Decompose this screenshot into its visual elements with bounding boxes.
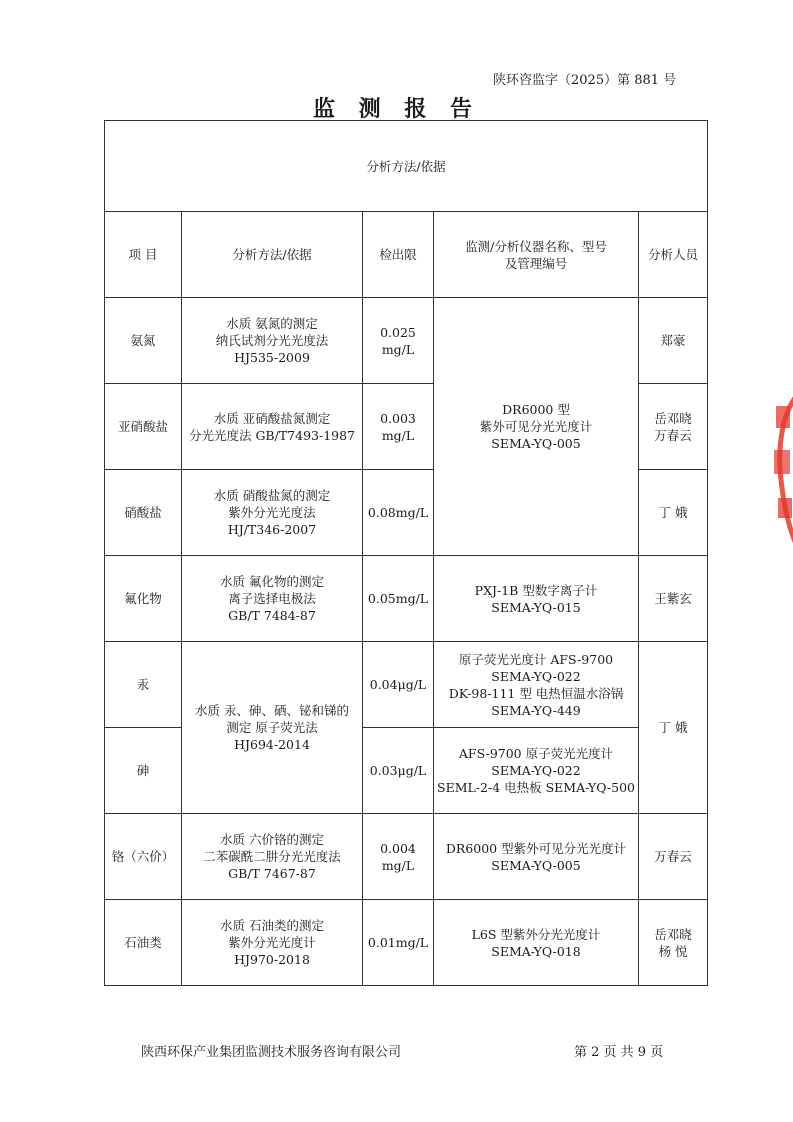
col-header-instrument: 监测/分析仪器名称、型号 及管理编号 bbox=[434, 212, 639, 298]
instrument-cell: PXJ-1B 型数字离子计 SEMA-YQ-015 bbox=[434, 556, 639, 642]
item-cell: 硝酸盐 bbox=[105, 470, 182, 556]
footer-company: 陕西环保产业集团监测技术服务咨询有限公司 bbox=[141, 1045, 402, 1060]
analyst-cell: 王紫玄 bbox=[639, 556, 708, 642]
table-header-row bbox=[105, 212, 708, 298]
analyst-cell: 万春云 bbox=[639, 814, 708, 900]
item-cell: 氟化物 bbox=[105, 556, 182, 642]
monitoring-method-table bbox=[104, 120, 708, 986]
page-title: 监 测 报 告 bbox=[313, 96, 480, 122]
method-cell: 水质 六价铬的测定 二苯碳酰二肼分光光度法 GB/T 7467-87 bbox=[182, 814, 363, 900]
analyst-cell: 丁 娥 bbox=[639, 470, 708, 556]
red-seal-stamp bbox=[762, 388, 793, 558]
limit-cell: 0.003 mg/L bbox=[363, 384, 434, 470]
instrument-cell: AFS-9700 原子荧光光度计 SEMA-YQ-022 SEML-2-4 电热板 SEMA-YQ-500 bbox=[434, 728, 639, 814]
method-cell: 水质 氨氮的测定 纳氏试剂分光光度法 HJ535-2009 bbox=[182, 298, 363, 384]
table-row bbox=[105, 298, 708, 384]
item-cell: 氨氮 bbox=[105, 298, 182, 384]
col-header-item: 项 目 bbox=[105, 212, 182, 298]
method-cell: 水质 石油类的测定 紫外分光光度计 HJ970-2018 bbox=[182, 900, 363, 986]
item-cell: 亚硝酸盐 bbox=[105, 384, 182, 470]
limit-cell: 0.04μg/L bbox=[363, 642, 434, 728]
item-cell: 石油类 bbox=[105, 900, 182, 986]
item-cell: 砷 bbox=[105, 728, 182, 814]
table-row bbox=[105, 900, 708, 986]
instrument-cell: 原子荧光光度计 AFS-9700 SEMA-YQ-022 DK-98-111 型 电热恒温水浴锅 SEMA-YQ-449 bbox=[434, 642, 639, 728]
table-row bbox=[105, 814, 708, 900]
limit-cell: 0.05mg/L bbox=[363, 556, 434, 642]
item-cell: 汞 bbox=[105, 642, 182, 728]
table-row bbox=[105, 556, 708, 642]
col-header-method: 分析方法/依据 bbox=[182, 212, 363, 298]
limit-cell: 0.01mg/L bbox=[363, 900, 434, 986]
method-cell: 水质 硝酸盐氮的测定 紫外分光光度法 HJ/T346-2007 bbox=[182, 470, 363, 556]
limit-cell: 0.025 mg/L bbox=[363, 298, 434, 384]
analyst-cell: 岳邓晓 杨 悦 bbox=[639, 900, 708, 986]
item-cell: 铬（六价） bbox=[105, 814, 182, 900]
analyst-cell: 郑豪 bbox=[639, 298, 708, 384]
instrument-cell: DR6000 型紫外可见分光光度计 SEMA-YQ-005 bbox=[434, 814, 639, 900]
col-header-analyst: 分析人员 bbox=[639, 212, 708, 298]
method-cell-hg-as: 水质 汞、砷、硒、铋和锑的 测定 原子荧光法 HJ694-2014 bbox=[182, 642, 363, 814]
footer-page-number: 第 2 页 共 9 页 bbox=[574, 1045, 664, 1060]
table-section-title: 分析方法/依据 bbox=[105, 121, 708, 212]
instrument-cell: L6S 型紫外分光光度计 SEMA-YQ-018 bbox=[434, 900, 639, 986]
analyst-cell: 岳邓晓 万春云 bbox=[639, 384, 708, 470]
document-number: 陕环咨监字（2025）第 881 号 bbox=[493, 73, 677, 88]
table-section-header-row bbox=[105, 121, 708, 212]
col-header-limit: 检出限 bbox=[363, 212, 434, 298]
limit-cell: 0.004 mg/L bbox=[363, 814, 434, 900]
limit-cell: 0.03μg/L bbox=[363, 728, 434, 814]
table-row bbox=[105, 642, 708, 728]
method-cell: 水质 亚硝酸盐氮测定 分光光度法 GB/T7493-1987 bbox=[182, 384, 363, 470]
method-cell: 水质 氟化物的测定 离子选择电极法 GB/T 7484-87 bbox=[182, 556, 363, 642]
instrument-cell-dr6000: DR6000 型 紫外可见分光光度计 SEMA-YQ-005 bbox=[434, 298, 639, 556]
limit-cell: 0.08mg/L bbox=[363, 470, 434, 556]
analyst-cell-hg-as: 丁 娥 bbox=[639, 642, 708, 814]
